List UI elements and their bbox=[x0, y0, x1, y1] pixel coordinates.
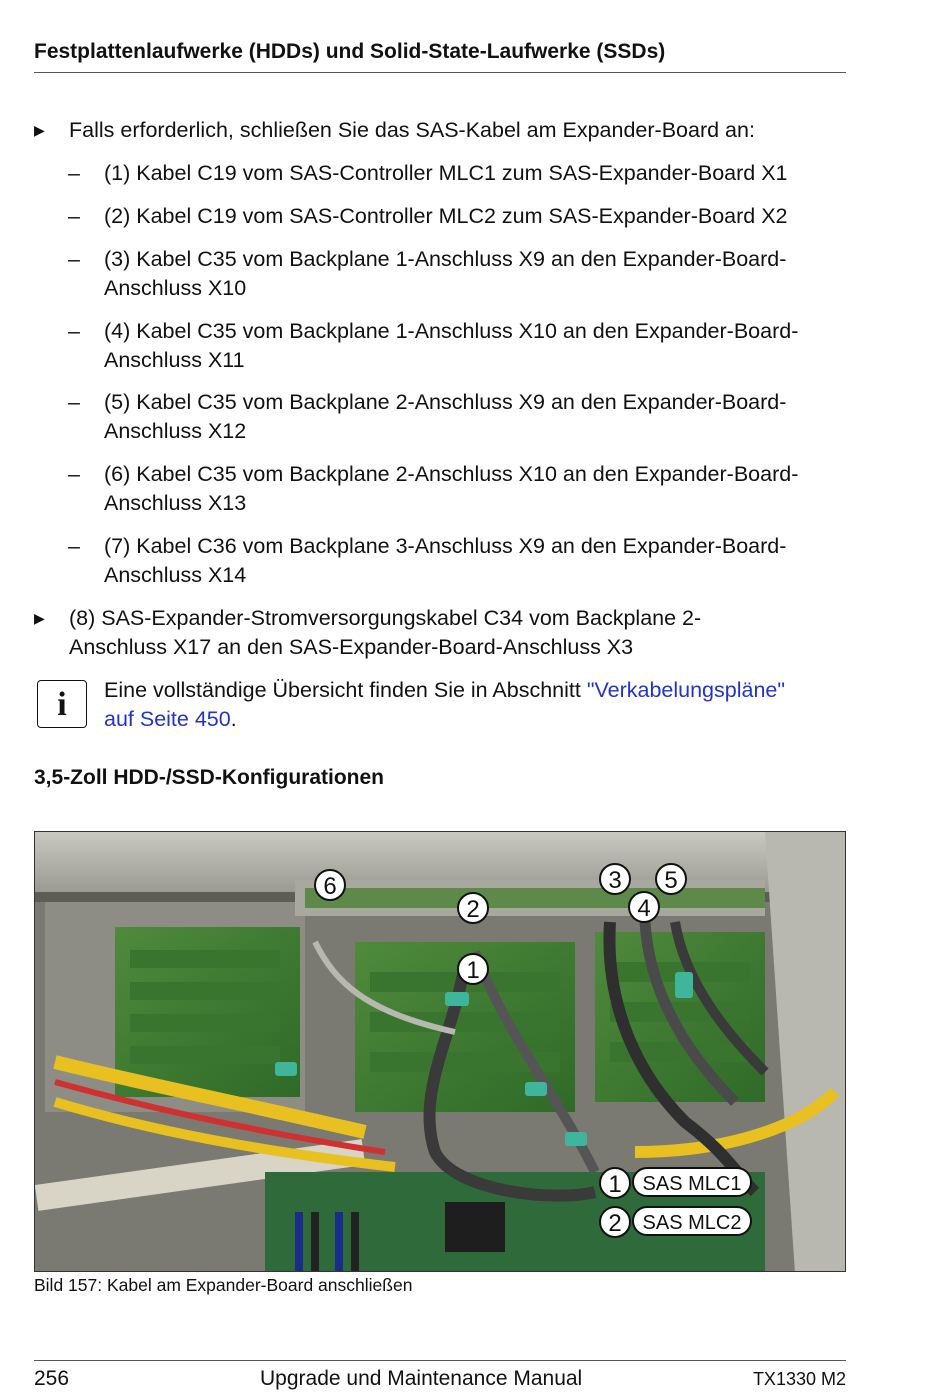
svg-text:2: 2 bbox=[466, 896, 480, 923]
sub-item-4-line2: Anschluss X11 bbox=[104, 347, 245, 372]
sub-item-3-line1: (3) Kabel C35 vom Backplane 1-Anschluss X9 an den Expander-Board- bbox=[104, 247, 787, 271]
svg-text:2: 2 bbox=[608, 1210, 622, 1237]
sub-dash: – bbox=[68, 390, 80, 414]
step-2-text bbox=[69, 604, 701, 661]
figure-caption: Bild 157: Kabel am Expander-Board anschließen bbox=[34, 1275, 413, 1295]
step-1-text: Falls erforderlich, schließen Sie das SAS-Kabel am Expander-Board an: bbox=[69, 118, 755, 142]
sub-item-7-line2: Anschluss X14 bbox=[104, 562, 247, 587]
svg-text:6: 6 bbox=[323, 873, 337, 900]
page-header-title: Festplattenlaufwerke (HDDs) und Solid-State-Laufwerke (SSDs) bbox=[34, 40, 666, 63]
info-note bbox=[104, 676, 785, 733]
legend-sas-mlc1 bbox=[600, 1168, 751, 1198]
info-link-part1[interactable]: "Verkabelungspläne" bbox=[586, 678, 786, 702]
bullet-arrow-icon: ▶ bbox=[34, 122, 45, 138]
sub-item-2: (2) Kabel C19 vom SAS-Controller MLC2 zum SAS-Expander-Board X2 bbox=[104, 204, 788, 228]
sub-item-5 bbox=[104, 388, 786, 445]
sub-item-4-line1: (4) Kabel C35 vom Backplane 1-Anschluss X10 an den Expander-Board- bbox=[104, 319, 799, 343]
sub-item-6-line1: (6) Kabel C35 vom Backplane 2-Anschluss X10 an den Expander-Board- bbox=[104, 462, 799, 486]
callout-4 bbox=[629, 892, 659, 922]
sub-item-7 bbox=[104, 532, 786, 589]
footer-rule bbox=[34, 1360, 846, 1361]
sub-item-4 bbox=[104, 317, 798, 374]
sub-dash: – bbox=[68, 161, 80, 185]
sub-item-1: (1) Kabel C19 vom SAS-Controller MLC1 zum SAS-Expander-Board X1 bbox=[104, 161, 788, 185]
info-icon: i bbox=[37, 680, 87, 728]
svg-text:1: 1 bbox=[608, 1171, 622, 1198]
info-text-end: . bbox=[230, 706, 237, 731]
svg-text:3: 3 bbox=[608, 867, 622, 894]
sub-dash: – bbox=[68, 534, 80, 558]
callout-5 bbox=[656, 864, 686, 894]
callout-3 bbox=[600, 864, 630, 894]
callout-2 bbox=[458, 893, 488, 923]
svg-text:4: 4 bbox=[637, 895, 651, 922]
svg-text:SAS MLC1: SAS MLC1 bbox=[642, 1173, 742, 1195]
header-rule bbox=[34, 72, 846, 73]
sub-dash: – bbox=[68, 319, 80, 343]
footer-page-number: 256 bbox=[34, 1367, 70, 1390]
sub-item-3 bbox=[104, 245, 786, 302]
svg-text:5: 5 bbox=[664, 867, 678, 894]
sub-item-7-line1: (7) Kabel C36 vom Backplane 3-Anschluss X9 an den Expander-Board- bbox=[104, 534, 787, 558]
section-subheading: 3,5-Zoll HDD-/SSD-Konfigurationen bbox=[34, 766, 384, 789]
svg-text:SAS MLC2: SAS MLC2 bbox=[642, 1212, 742, 1234]
step-2-line1: (8) SAS-Expander-Stromversorgungskabel C34 vom Backplane 2- bbox=[69, 606, 702, 630]
bullet-arrow-icon: ▶ bbox=[34, 610, 45, 626]
info-link-part2[interactable]: auf Seite 450 bbox=[104, 706, 231, 731]
footer-model: TX1330 M2 bbox=[752, 1369, 846, 1389]
sub-dash: – bbox=[68, 462, 80, 486]
sub-item-3-line2: Anschluss X10 bbox=[104, 275, 247, 300]
svg-text:1: 1 bbox=[466, 957, 480, 984]
server-photo-figure bbox=[34, 831, 846, 1272]
sub-dash: – bbox=[68, 204, 80, 228]
callout-6 bbox=[315, 870, 345, 900]
sub-item-6-line2: Anschluss X13 bbox=[104, 490, 247, 515]
sub-item-6 bbox=[104, 460, 798, 517]
footer-manual-title: Upgrade und Maintenance Manual bbox=[260, 1367, 583, 1390]
info-text: Eine vollständige Übersicht finden Sie in Abschnitt bbox=[104, 678, 587, 702]
legend-sas-mlc2 bbox=[600, 1207, 751, 1237]
sub-item-5-line2: Anschluss X12 bbox=[104, 418, 247, 443]
step-2-line2: Anschluss X17 an den SAS-Expander-Board-Anschluss X3 bbox=[69, 634, 634, 659]
callout-1 bbox=[458, 954, 488, 984]
sub-dash: – bbox=[68, 247, 80, 271]
sub-item-5-line1: (5) Kabel C35 vom Backplane 2-Anschluss X9 an den Expander-Board- bbox=[104, 390, 787, 414]
